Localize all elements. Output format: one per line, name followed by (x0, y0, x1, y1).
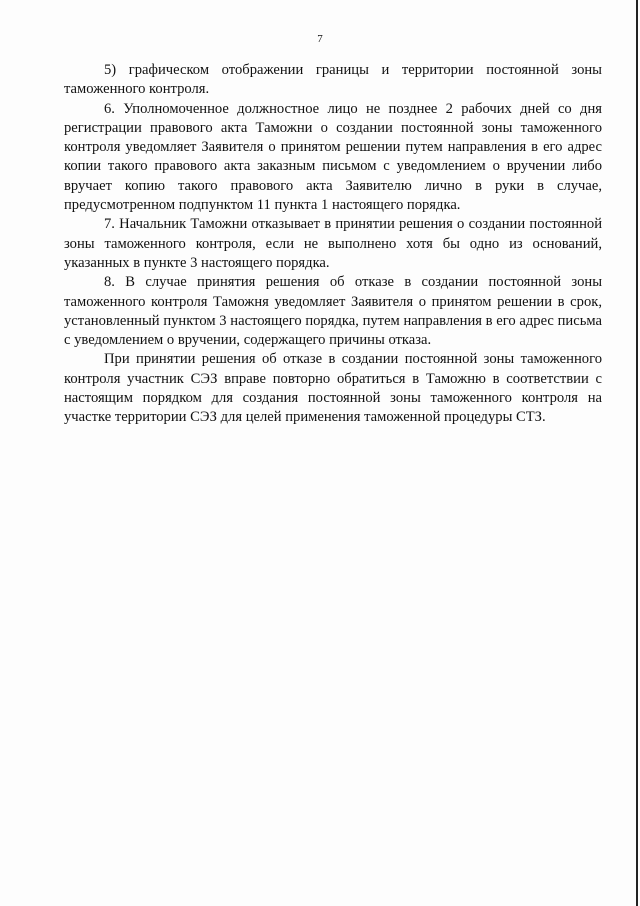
paragraph-refusal-note: При принятии решения об отказе в создании постоянной зоны таможенного контроля участник СЭЗ вправе повторно обратиться в Таможню в соответствии с настоящим порядком для создания постоянной зоны таможенного контроля на участке территории СЭЗ для целей применения таможенной процедуры СТЗ. (64, 351, 602, 426)
paragraph-item-8: 8. В случае принятия решения об отказе в создании постоянной зоны таможенного контроля Таможня уведомляет Заявителя о принятом решении в срок, установленный пунктом 3 настоящего порядка, путем направления в его адрес письма с уведомлением о вручении, содержащего причины отказа. (64, 274, 602, 349)
document-body (64, 61, 602, 428)
paragraph-item-7: 7. Начальник Таможни отказывает в принятии решения о создании постоянной зоны таможенного контроля, если не выполнено хотя бы одно из оснований, указанных в пункте 3 настоящего порядка. (64, 216, 602, 271)
paragraph-item-5: 5) графическом отображении границы и территории постоянной зоны таможенного контроля. (64, 62, 602, 98)
paragraph-item-6: 6. Уполномоченное должностное лицо не позднее 2 рабочих дней со дня регистрации правового акта Таможни о создании постоянной зоны таможенного контроля уведомляет Заявителя о принятом решении путем направления в его адрес копии такого правового акта заказным письмом с уведомлением о вручении либо вручает копию такого правового акта Заявителю лично в руки в случае, предусмотренном подпунктом 11 пункта 1 настоящего порядка. (64, 100, 602, 214)
scan-edge-line (636, 0, 638, 906)
page-number: 7 (317, 33, 323, 45)
